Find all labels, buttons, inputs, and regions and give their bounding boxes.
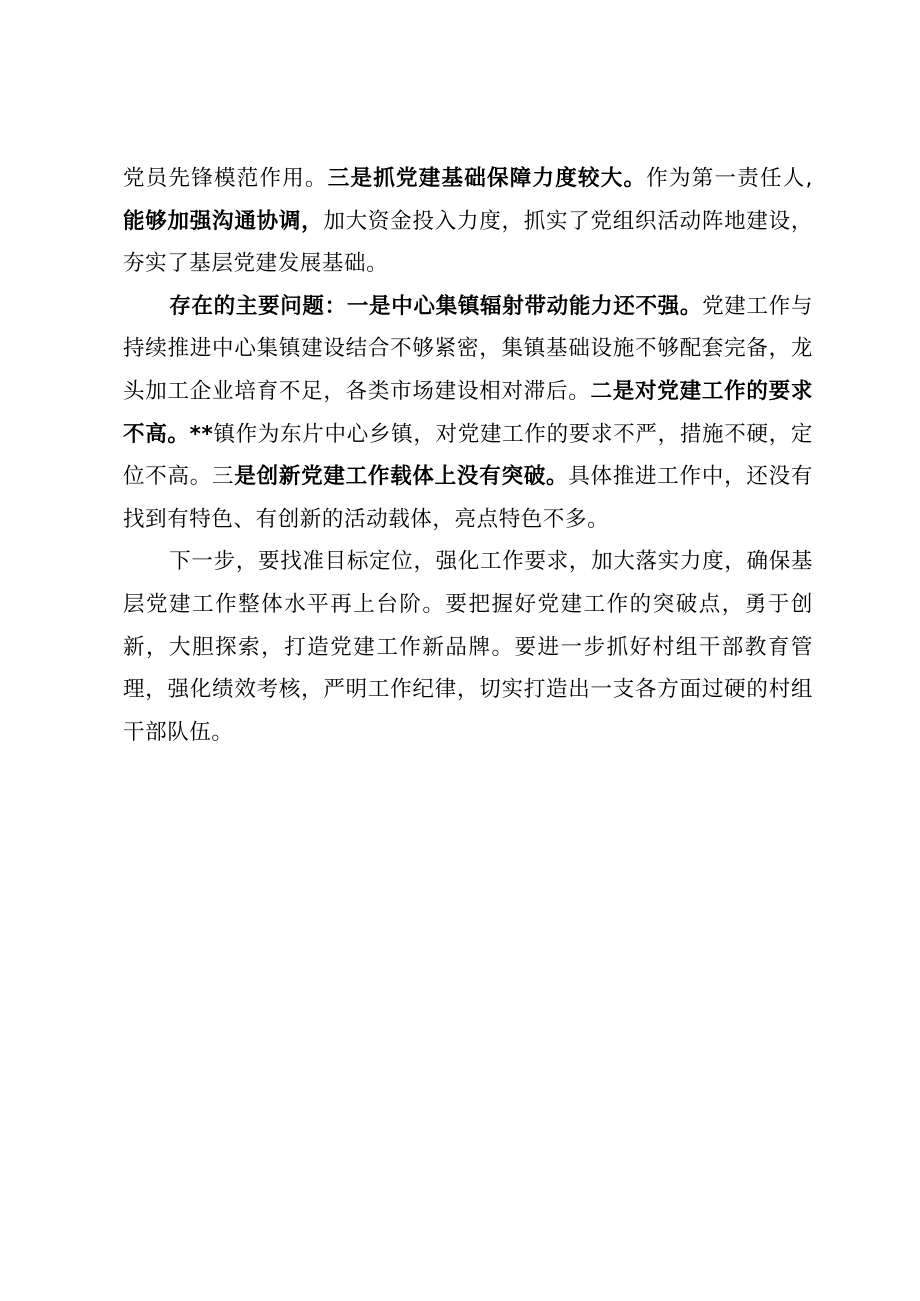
paragraph-1-bold-phrase: 能够加强沟通协调， [123, 208, 324, 234]
paragraph-1-text: 党员先锋模范作用。 [123, 166, 328, 191]
paragraph-1 [123, 158, 813, 286]
paragraph-3-text: 下一步，要找准目标定位，强化工作要求，加大落实力度，确保基层党建工作整体水平再上台阶。要把握好党建工作的突破点，勇于创新，大胆探索，打造党建工作新品牌。要进一步抓好村组干部教育管理，强化绩效考核，严明工作纪律，切实打造出一支各方面过硬的村组干部队伍。 [123, 549, 813, 745]
paragraph-1-bold-heading: 三是抓党建基础保障力度较大。 [327, 166, 647, 191]
paragraph-2-bold-heading: 是创新党建工作载体上没有突破。 [234, 464, 569, 490]
paragraph-2 [123, 286, 813, 542]
paragraph-2-bold-heading: 存在的主要问题：一是中心集镇辐射带动能力还不强。 [169, 293, 703, 319]
paragraph-2-text: 具体推进工作中，还没有找到有特色、有创新的活动载体，亮点特色不多。 [123, 464, 813, 532]
document-body [123, 158, 813, 754]
paragraph-1-text: 加大资金投入力度，抓实了党组织活动阵地建设，夯实了基层党建发展基础。 [123, 208, 814, 277]
paragraph-2-text: 党建工作与持续推进中心集镇建设结合不够紧密，集镇基础设施不够配套完备，龙头加工企业培育不足，各类市场建设相对滞后。 [123, 293, 813, 404]
paragraph-2-bold-heading: 二是对党建工作的要求不高。** [123, 378, 813, 447]
paragraph-2-text: 镇作为东片中心乡镇，对党建工作的要求不严，措施不硬，定位不高。三 [123, 421, 813, 490]
paragraph-3 [123, 541, 813, 754]
paragraph-1-text: 作为第一责任人, [646, 166, 813, 191]
